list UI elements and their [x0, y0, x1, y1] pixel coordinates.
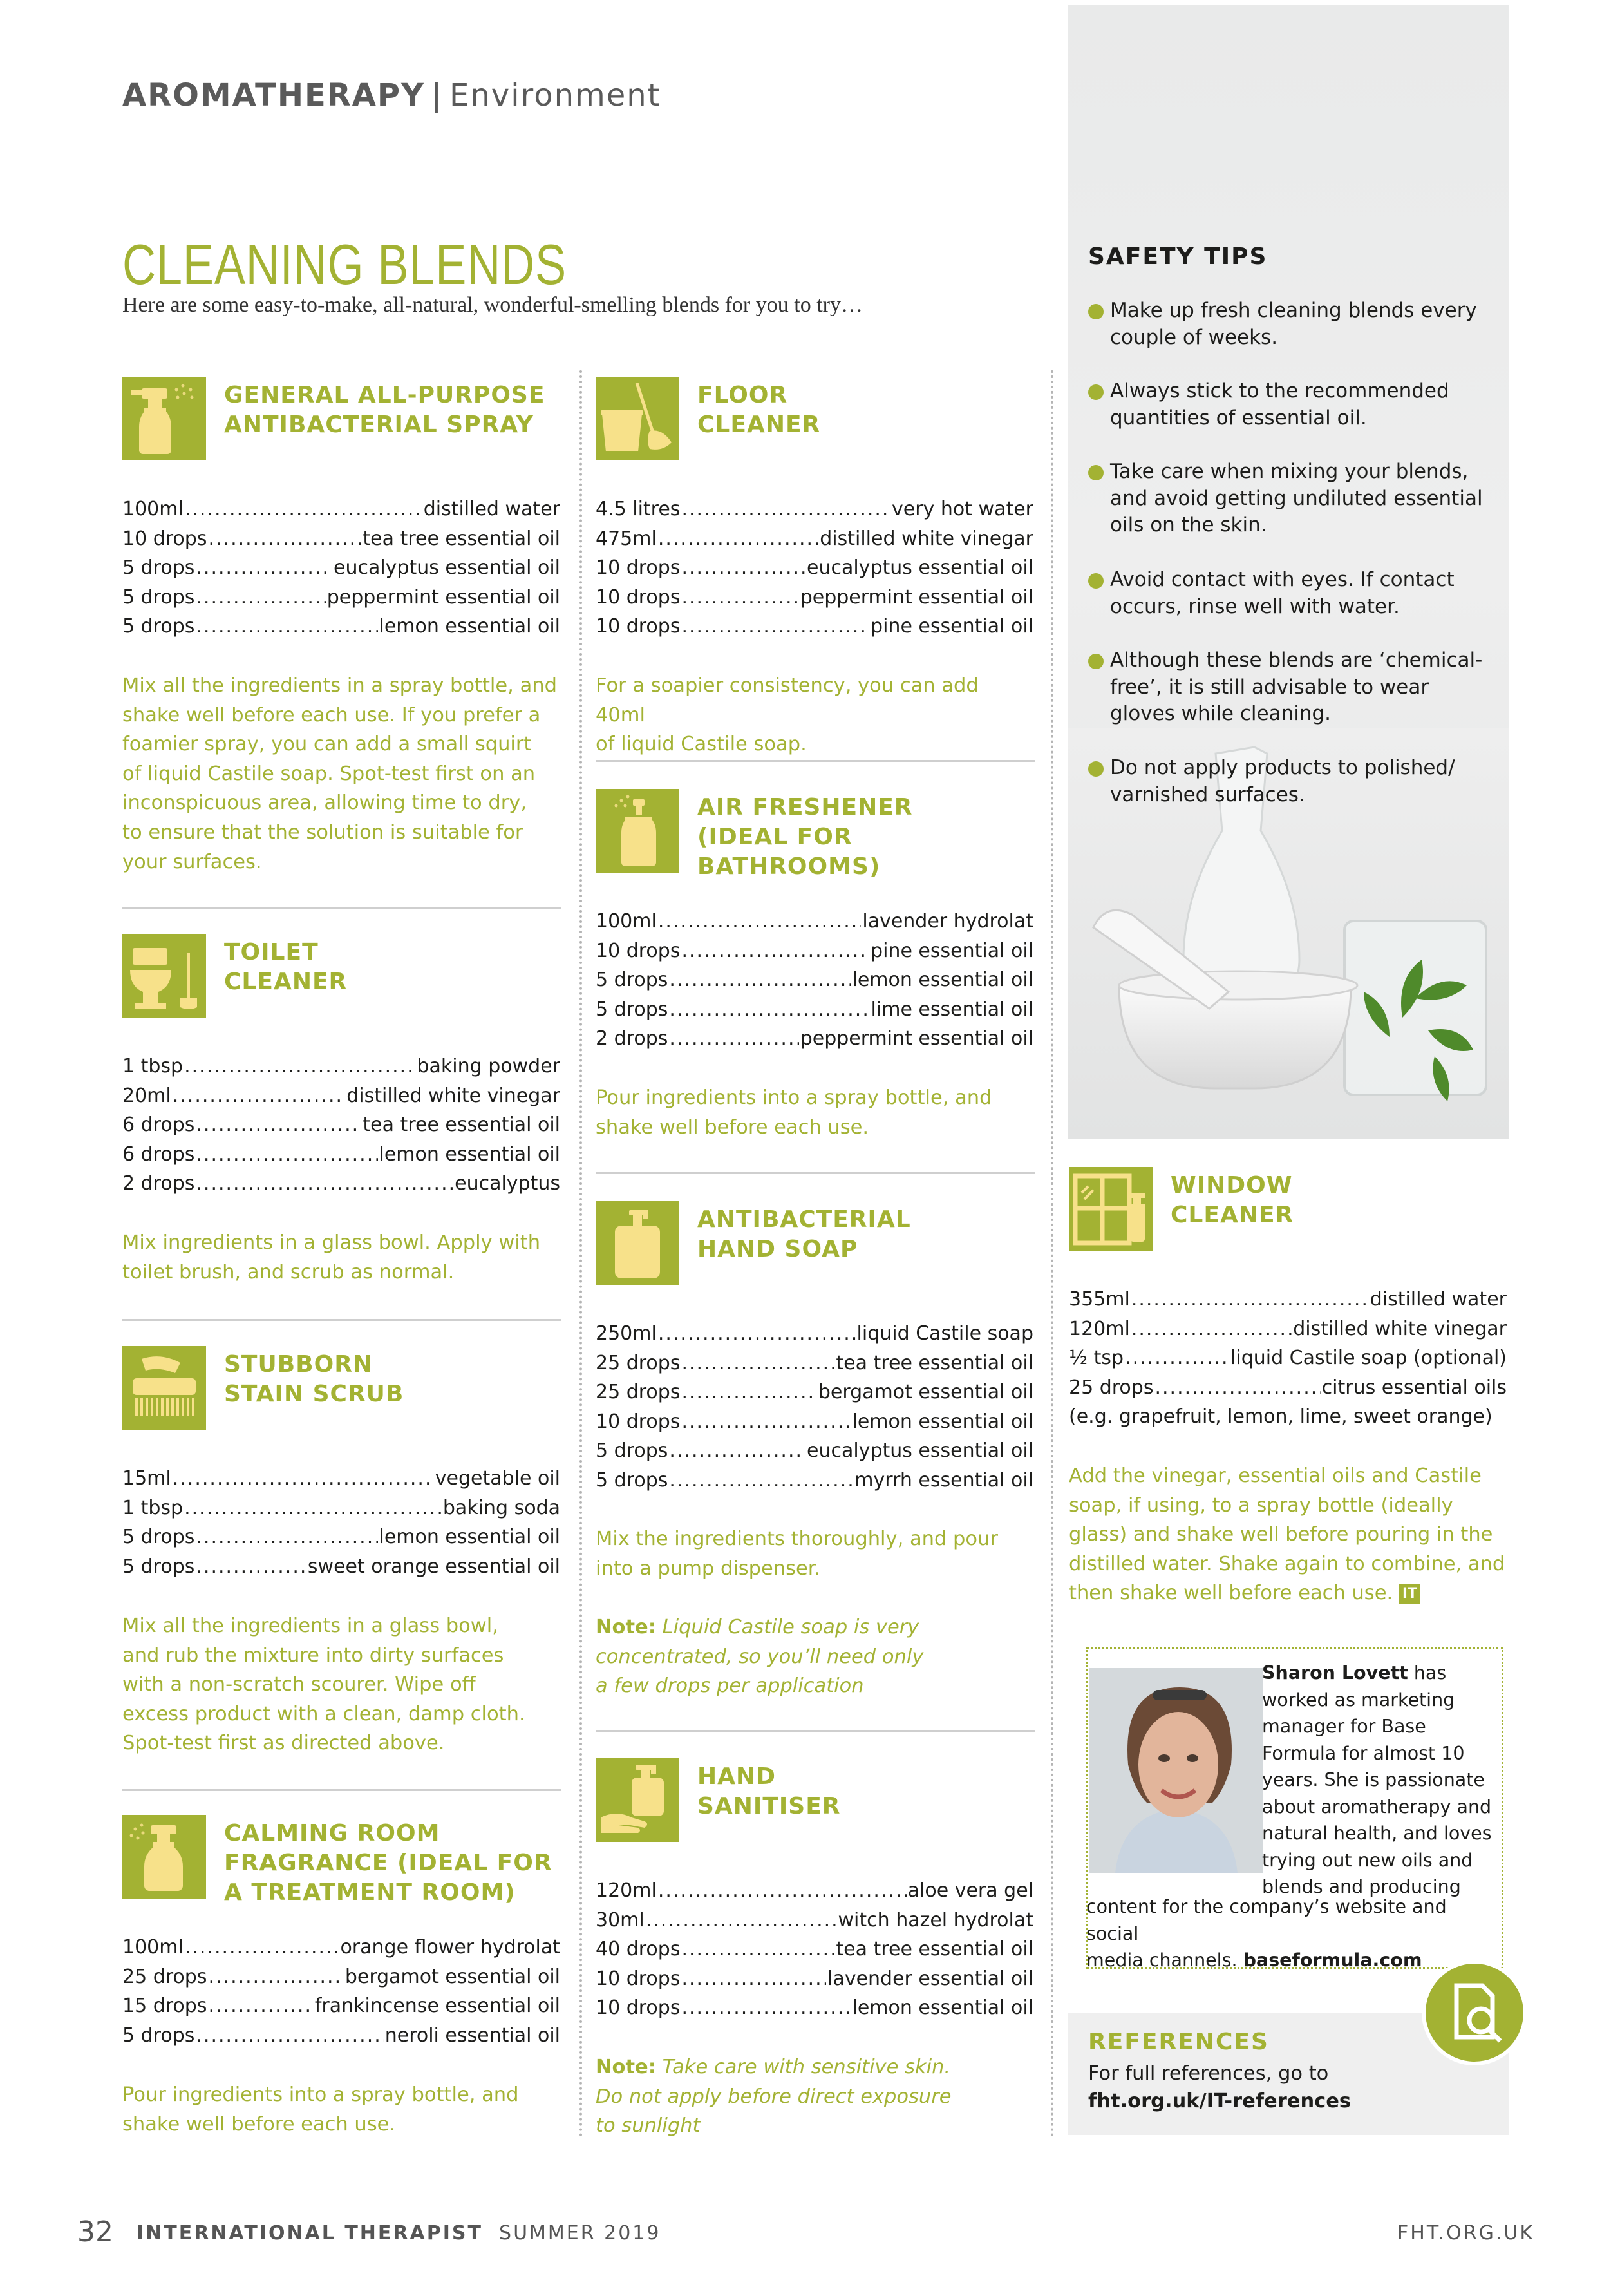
spray-bottle-icon: [122, 1815, 206, 1899]
ingredient-row: 5 drops ..... eucalyptus essential oil: [122, 553, 560, 583]
intro-text: Here are some easy-to-make, all-natural, wonderful-smelling blends for you to try…: [122, 293, 863, 317]
magazine-name: INTERNATIONAL THERAPIST SUMMER 2019: [137, 2222, 661, 2244]
blend-title: CALMING ROOM FRAGRANCE (IDEAL FOR A TREATMENT ROOM): [224, 1820, 552, 1906]
safety-tip: Make up fresh cleaning blends every couple of weeks.: [1088, 298, 1509, 351]
references-title: REFERENCES: [1088, 2029, 1269, 2055]
it-end-mark: IT: [1399, 1584, 1420, 1604]
ingredient-row: 5 drops ..... lemon essential oil: [122, 612, 560, 641]
method-text: Add the vinegar, essential oils and Castile soap, if using, to a spray bottle (ideally glass) and shake well before pouring in the distilled water. Shake again to combine, and then shake well before each use. IT: [1069, 1465, 1505, 1605]
blend-title: FLOOR CLEANER: [697, 382, 821, 438]
method-text: Mix the ingredients thoroughly, and pour into a pump dispenser.: [596, 1528, 998, 1580]
column-divider-2: [1051, 370, 1053, 2138]
hand-sanitiser-icon: [596, 1758, 679, 1842]
ingredient-row: 5 drops ..... peppermint essential oil: [122, 583, 560, 612]
spray-bottle-icon: [122, 377, 206, 460]
ingredient-row: 5 drops ..... neroli essential oil: [122, 2021, 560, 2051]
ingredient-list: [122, 1464, 560, 1581]
safety-tips-title: SAFETY TIPS: [1088, 243, 1268, 270]
page-number: 32: [77, 2215, 113, 2248]
column-divider-1: [579, 370, 582, 2138]
ingredient-row: 100ml ..... distilled water: [122, 495, 560, 524]
author-bio-text: Sharon Lovett has worked as marketing manager for Base Formula for almost 10 years. She is passionate about aromatherapy and natural health, and loves trying out new oils and blends and producing: [1262, 1662, 1492, 1897]
blend-divider: [122, 907, 561, 909]
ingredient-list: [122, 495, 560, 641]
ingredient-list: [596, 1876, 1033, 2023]
footer-site: FHT.ORG.UK: [1397, 2222, 1534, 2244]
safety-tip: Take care when mixing your blends, and avoid getting undiluted essential oils on the skin.: [1088, 459, 1509, 539]
blend-window-cleaner: [1069, 1167, 1507, 1618]
method-text: Pour ingredients into a spray bottle, and shake well before each use.: [596, 1086, 992, 1139]
ingredient-row: 5 drops ..... eucalyptus essential oil: [596, 1436, 1033, 1466]
blend-title: GENERAL ALL-PURPOSE ANTIBACTERIAL SPRAY: [224, 382, 545, 438]
blend-title: AIR FRESHENER (IDEAL FOR BATHROOMS): [697, 794, 913, 880]
method-text: Mix all the ingredients in a glass bowl, and rub the mixture into dirty surfaces with a non-scratch scourer. Wipe off excess product with a clean, damp cloth. Spot-test first as directed above.: [122, 1615, 525, 1755]
ingredient-row: 5 drops ..... lemon essential oil: [122, 1523, 560, 1552]
method-text: Mix all the ingredients in a spray bottle, and shake well before each use. If you prefer a foamier spray, you can add a small squirt of liquid Castile soap. Spot-test first on an inconspicuous area, allowing time to dry, to ensure that the solution is suitable for your surfaces.: [122, 674, 557, 873]
ingredient-row: 25 drops ..... tea tree essential oil: [596, 1349, 1033, 1378]
ingredient-row: 100ml ..... orange flower hydrolat: [122, 1933, 560, 1962]
ingredient-row: 10 drops ..... pine essential oil: [596, 936, 1033, 966]
safety-tip: Although these blends are ‘chemical- free’, it is still advisable to wear gloves while cleaning.: [1088, 647, 1509, 728]
ingredient-row: 10 drops ..... pine essential oil: [596, 612, 1033, 641]
author-photo: [1089, 1668, 1263, 1873]
blend-toilet-cleaner: [122, 934, 560, 1295]
blend-divider: [596, 1730, 1035, 1732]
toilet-icon: [122, 934, 206, 1018]
ingredient-row: 10 drops ..... tea tree essential oil: [122, 524, 560, 554]
ingredient-row: 120ml ..... distilled white vinegar: [1069, 1314, 1507, 1344]
ingredient-row: 10 drops ..... eucalyptus essential oil: [596, 553, 1033, 583]
ingredient-list: [1069, 1285, 1507, 1432]
author-site-link[interactable]: baseformula.com: [1243, 1950, 1422, 1971]
header-separator: |: [431, 77, 444, 113]
ingredient-row: 475ml ..... distilled white vinegar: [596, 524, 1033, 554]
ingredient-row: 250ml ..... liquid Castile soap: [596, 1319, 1033, 1349]
safety-tip: Avoid contact with eyes. If contact occurs, rinse well with water.: [1088, 567, 1509, 620]
ingredient-row: 6 drops ..... lemon essential oil: [122, 1140, 560, 1170]
ingredient-row: 5 drops ..... sweet orange essential oil: [122, 1552, 560, 1582]
ingredient-note: (e.g. grapefruit, lemon, lime, sweet orange): [1069, 1405, 1493, 1428]
ingredient-row: 355ml ..... distilled water: [1069, 1285, 1507, 1314]
ingredient-row: 25 drops ..... bergamot essential oil: [122, 1962, 560, 1992]
ingredient-row: 40 drops ..... tea tree essential oil: [596, 1935, 1033, 1964]
blend-divider: [596, 1172, 1035, 1174]
section-label: AROMATHERAPY: [122, 77, 425, 113]
ingredient-row: 120ml ..... aloe vera gel: [596, 1876, 1033, 1906]
page-title: CLEANING BLENDS: [122, 232, 567, 296]
blend-divider: [596, 760, 1035, 762]
ingredient-row: 2 drops ..... peppermint essential oil: [596, 1024, 1033, 1054]
safety-tip: Always stick to the recommended quantities of essential oil.: [1088, 378, 1509, 432]
author-bio-text-continued: content for the company’s website and social media channels. baseformula.com: [1086, 1896, 1447, 1971]
ingredient-row: 15ml ..... vegetable oil: [122, 1464, 560, 1494]
blend-general-spray: [122, 377, 560, 886]
ingredient-row: 10 drops ..... lavender essential oil: [596, 1964, 1033, 1994]
bullet-dot-icon: [1088, 384, 1104, 400]
ingredient-row: 5 drops ..... lime essential oil: [596, 995, 1033, 1025]
ingredient-row: 25 drops ..... citrus essential oils: [1069, 1373, 1507, 1403]
note-text: Note: Liquid Castile soap is very concentrated, so you’ll need only a few drops per application: [596, 1616, 924, 1698]
bullet-dot-icon: [1088, 465, 1104, 480]
ingredient-row: 1 tbsp ..... baking soda: [122, 1494, 560, 1523]
ingredient-list: [122, 1933, 560, 2050]
ingredient-row: 10 drops ..... lemon essential oil: [596, 1993, 1033, 2023]
subsection-label: Environment: [449, 77, 661, 113]
ingredient-row: 2 drops ..... eucalyptus: [122, 1169, 560, 1199]
ingredient-row: 25 drops ..... bergamot essential oil: [596, 1378, 1033, 1407]
blend-title: STUBBORN STAIN SCRUB: [224, 1351, 404, 1407]
blend-title: HAND SANITISER: [697, 1763, 841, 1819]
section-header: [122, 77, 661, 113]
ingredient-row: 6 drops ..... tea tree essential oil: [122, 1110, 560, 1140]
blend-title: TOILET CLEANER: [224, 939, 348, 995]
ingredient-row: 1 tbsp ..... baking powder: [122, 1052, 560, 1081]
magnifier-document-icon: [1422, 1960, 1527, 2065]
references-link[interactable]: fht.org.uk/IT-references: [1088, 2090, 1352, 2112]
ingredient-row: 20ml ..... distilled white vinegar: [122, 1081, 560, 1111]
ingredient-row: 5 drops ..... lemon essential oil: [596, 965, 1033, 995]
blend-floor-cleaner: [596, 377, 1033, 756]
ingredient-list: [122, 1052, 560, 1199]
ingredient-row: 10 drops ..... peppermint essential oil: [596, 583, 1033, 612]
blend-calming-fragrance: [122, 1815, 560, 2150]
method-text: For a soapier consistency, you can add 40ml of liquid Castile soap.: [596, 674, 979, 756]
bullet-dot-icon: [1088, 761, 1104, 777]
ingredient-row: 10 drops ..... lemon essential oil: [596, 1407, 1033, 1437]
bullet-dot-icon: [1088, 304, 1104, 319]
ingredient-row: 5 drops ..... myrrh essential oil: [596, 1466, 1033, 1495]
bullet-dot-icon: [1088, 654, 1104, 669]
bullet-dot-icon: [1088, 573, 1104, 589]
air-freshener-icon: [596, 789, 679, 873]
window-cleaner-icon: [1069, 1167, 1153, 1251]
ingredient-row: 15 drops ..... frankincense essential oil: [122, 1991, 560, 2021]
soap-pump-icon: [596, 1201, 679, 1285]
ingredient-row: 100ml ..... lavender hydrolat: [596, 907, 1033, 936]
blend-hand-sanitiser: [596, 1758, 1033, 2145]
blend-title: WINDOW CLEANER: [1171, 1172, 1294, 1228]
ingredient-list: [596, 495, 1033, 641]
method-text: Pour ingredients into a spray bottle, and shake well before each use.: [122, 2083, 519, 2136]
blend-hand-soap: [596, 1201, 1033, 1716]
blend-stubborn-scrub: [122, 1346, 560, 1771]
blend-air-freshener: [596, 789, 1033, 1150]
safety-tip: Do not apply products to polished/ varnished surfaces.: [1088, 755, 1509, 808]
mop-bucket-icon: [596, 377, 679, 460]
ingredient-list: [596, 1319, 1033, 1495]
ingredient-row: 4.5 litres ..... very hot water: [596, 495, 1033, 524]
ingredient-row: 30ml ..... witch hazel hydrolat: [596, 1906, 1033, 1935]
references-text: For full references, go to fht.org.uk/IT-references: [1088, 2062, 1352, 2112]
note-text: Note: Take care with sensitive skin. Do not apply before direct exposure to sunlight: [596, 2056, 952, 2138]
method-text: Mix ingredients in a glass bowl. Apply with toilet brush, and scrub as normal.: [122, 1231, 541, 1284]
author-name: Sharon Lovett: [1262, 1662, 1408, 1684]
ingredient-list: [596, 907, 1033, 1054]
issue-label: SUMMER 2019: [499, 2222, 661, 2244]
blend-divider: [122, 1789, 561, 1791]
scrub-brush-icon: [122, 1346, 206, 1430]
blend-divider: [122, 1319, 561, 1321]
ingredient-row: ½ tsp ..... liquid Castile soap (optional): [1069, 1343, 1507, 1373]
blend-title: ANTIBACTERIAL HAND SOAP: [697, 1206, 911, 1262]
